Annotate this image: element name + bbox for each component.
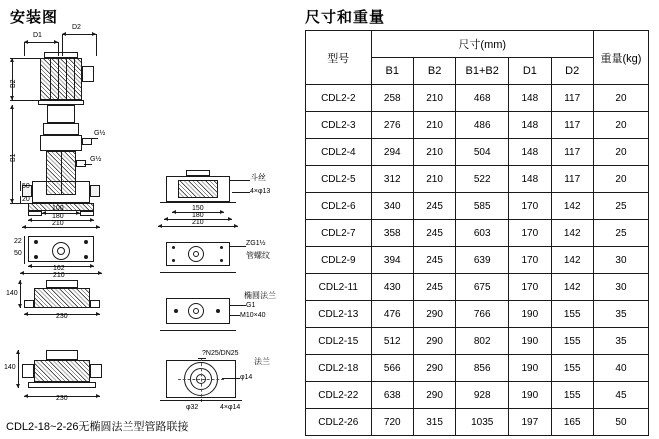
motor-terminal-box [82, 66, 94, 82]
table-header-row-1 [306, 31, 649, 58]
bolt-hole-4 [84, 255, 88, 259]
cell-sum: 856 [456, 355, 509, 382]
cell-d2: 142 [551, 220, 593, 247]
cell-b1: 430 [371, 274, 413, 301]
thread-view-base [160, 272, 236, 273]
cell-d2: 155 [551, 355, 593, 382]
left-panel-title: 安装图 [10, 9, 59, 26]
cell-d1: 190 [509, 328, 551, 355]
cell-b1: 638 [371, 382, 413, 409]
table-row [306, 355, 649, 382]
leader-g1 [230, 305, 246, 306]
oval-bolt-1 [174, 309, 178, 313]
cell-weight: 30 [593, 247, 648, 274]
cell-model: CDL2-22 [306, 382, 372, 409]
label-dim-140a: 140 [6, 290, 18, 297]
base-elev-block [34, 288, 90, 308]
thread-bolt-1 [172, 246, 175, 249]
cell-b1: 394 [371, 247, 413, 274]
cell-sum: 675 [456, 274, 509, 301]
label-dim-140b: 140 [4, 364, 16, 371]
label-phi32: φ32 [186, 404, 199, 411]
pump-base-chamber [32, 181, 90, 203]
table-row [306, 328, 649, 355]
cell-b2: 290 [413, 382, 455, 409]
cell-d2: 117 [551, 139, 593, 166]
thread-bolt-2 [220, 246, 223, 249]
cell-b2: 245 [413, 193, 455, 220]
header-b2: B2 [413, 58, 455, 85]
leader-zg1half [230, 246, 246, 247]
detail-view-thread [150, 232, 300, 288]
dim-210b-arrow [158, 226, 238, 227]
cell-d1: 190 [509, 301, 551, 328]
cell-weight: 20 [593, 139, 648, 166]
b2-tick-bottom [10, 100, 38, 101]
cell-d2: 142 [551, 193, 593, 220]
base-flange-right [90, 185, 100, 197]
cell-model: CDL2-9 [306, 247, 372, 274]
cell-d1: 190 [509, 382, 551, 409]
note-tuoyuan: 椭圆法兰 [244, 291, 276, 300]
detail-top-nozzle [186, 170, 210, 176]
cell-d1: 197 [509, 409, 551, 436]
label-dim-180b: 180 [192, 212, 204, 219]
cell-b1: 476 [371, 301, 413, 328]
cell-d2: 165 [551, 409, 593, 436]
flange-elevation-drawing [0, 336, 150, 416]
label-dim-50b: 50 [14, 250, 22, 257]
cell-d1: 148 [509, 139, 551, 166]
cell-model: CDL2-4 [306, 139, 372, 166]
oval-flange-bore-inner [193, 308, 199, 314]
cell-sum: 1035 [456, 409, 509, 436]
dim20-ext [20, 196, 21, 204]
motor-rib-4 [74, 58, 75, 100]
cell-model: CDL2-5 [306, 166, 372, 193]
cell-weight: 25 [593, 193, 648, 220]
leader-tiesi [230, 180, 250, 181]
base-elev-foot-r [90, 300, 100, 308]
base-plan-view [0, 232, 150, 332]
cell-weight: 30 [593, 274, 648, 301]
cell-sum: 766 [456, 301, 509, 328]
detail-view-flange [150, 348, 300, 428]
label-dim-230: 230 [56, 313, 68, 320]
cell-sum: 486 [456, 112, 509, 139]
cell-b1: 566 [371, 355, 413, 382]
label-dn25: ?N25/DN25 [202, 350, 239, 357]
label-d1: D1 [33, 32, 42, 39]
label-dim-100: 100 [52, 205, 64, 212]
cell-d1: 170 [509, 274, 551, 301]
dim-d2-arrow [62, 34, 96, 35]
leader-g-half-top [88, 138, 98, 139]
header-dimensions-group: 尺寸(mm) [371, 31, 593, 58]
flange-elev-top [46, 350, 78, 360]
motor-rib-1 [50, 58, 51, 100]
base-elev-foot-l [24, 300, 34, 308]
detail-top-inner [178, 180, 218, 198]
pump-elevation-drawing [0, 0, 150, 230]
coupling-housing [43, 123, 79, 135]
cell-sum: 802 [456, 328, 509, 355]
left-plan-ext [24, 236, 25, 264]
label-4xphi13: 4×φ13 [250, 188, 271, 195]
base-plan-bore-inner [57, 247, 65, 255]
label-dim-180a: 180 [52, 213, 64, 220]
thread-bolt-4 [220, 259, 223, 262]
flange-elev-base [28, 382, 96, 388]
label-g-half-bottom: G½ [90, 156, 102, 163]
table-row [306, 139, 649, 166]
dim-140a-arrow [20, 280, 21, 308]
cell-model: CDL2-18 [306, 355, 372, 382]
cell-model: CDL2-6 [306, 193, 372, 220]
label-b2: B2 [10, 79, 17, 88]
bolt-hole-1 [34, 240, 38, 244]
detail-view-top [150, 170, 300, 230]
cell-sum: 468 [456, 85, 509, 112]
leader-g-half-bottom [84, 164, 92, 165]
detail-view-oval-flange [150, 290, 300, 346]
table-row [306, 85, 649, 112]
leader-m10x40 [230, 315, 240, 316]
label-d2: D2 [72, 24, 81, 31]
cell-b1: 276 [371, 112, 413, 139]
ext-line-1 [24, 42, 25, 56]
bolt-hole-2 [84, 240, 88, 244]
flange-center-v [201, 358, 202, 402]
cell-d1: 148 [509, 166, 551, 193]
port-upper [82, 138, 92, 145]
cell-b2: 290 [413, 328, 455, 355]
cell-d2: 142 [551, 274, 593, 301]
dim-210a-arrow [22, 227, 100, 228]
motor-rib-3 [66, 58, 67, 100]
dim-d1-arrow [24, 42, 58, 43]
label-dim-150: 150 [192, 205, 204, 212]
cell-weight: 50 [593, 409, 648, 436]
cell-d2: 117 [551, 85, 593, 112]
installation-drawing-panel [0, 0, 300, 439]
label-dim-50: 50 [22, 183, 30, 190]
cell-sum: 585 [456, 193, 509, 220]
dimensions-table [305, 30, 649, 436]
cell-weight: 35 [593, 301, 648, 328]
leader-phi14 [222, 378, 240, 379]
dim50-ext [20, 181, 21, 191]
cell-b2: 210 [413, 85, 455, 112]
cell-d2: 155 [551, 382, 593, 409]
label-g-half-top: G½ [94, 130, 106, 137]
cell-model: CDL2-26 [306, 409, 372, 436]
cell-weight: 20 [593, 166, 648, 193]
label-phi14: φ14 [240, 374, 253, 381]
cell-b1: 294 [371, 139, 413, 166]
cell-d2: 117 [551, 166, 593, 193]
cell-d1: 170 [509, 193, 551, 220]
cell-b2: 210 [413, 139, 455, 166]
cell-b1: 358 [371, 220, 413, 247]
cell-d1: 148 [509, 112, 551, 139]
cell-model: CDL2-7 [306, 220, 372, 247]
foot-left [28, 211, 42, 216]
cell-b2: 245 [413, 247, 455, 274]
motor-rib-2 [58, 58, 59, 100]
cell-b2: 210 [413, 112, 455, 139]
label-dim-162: 162 [53, 265, 65, 272]
cell-weight: 40 [593, 355, 648, 382]
cell-model: CDL2-13 [306, 301, 372, 328]
oval-bolt-2 [216, 309, 220, 313]
cell-b1: 340 [371, 193, 413, 220]
cell-b2: 245 [413, 220, 455, 247]
cell-b1: 258 [371, 85, 413, 112]
label-4xphi14: 4×φ14 [220, 404, 241, 411]
cell-d1: 148 [509, 85, 551, 112]
flange-detail-base [160, 400, 242, 401]
cell-weight: 35 [593, 328, 648, 355]
table-row [306, 166, 649, 193]
dimensions-weight-panel [300, 0, 659, 439]
pump-head [40, 135, 82, 151]
base-elev-top [46, 280, 78, 288]
cell-b2: 290 [413, 301, 455, 328]
oval-flange-base [160, 330, 236, 331]
table-row [306, 301, 649, 328]
label-dim-230-bottom: 230 [56, 395, 68, 402]
label-m10x40: M10×40 [240, 312, 266, 319]
cell-d1: 170 [509, 220, 551, 247]
table-row [306, 274, 649, 301]
label-zg1-half: ZG1½ [246, 240, 266, 247]
bolt-hole-3 [34, 255, 38, 259]
cell-weight: 45 [593, 382, 648, 409]
table-row [306, 409, 649, 436]
cell-b1: 720 [371, 409, 413, 436]
label-b1: B1 [10, 153, 17, 162]
cell-model: CDL2-2 [306, 85, 372, 112]
left-panel-caption: CDL2-18~2-26无椭圆法兰型管路联接 [6, 421, 189, 433]
cell-b1: 512 [371, 328, 413, 355]
flange-elev-right [90, 364, 102, 378]
foot-right [80, 211, 94, 216]
cell-b1: 312 [371, 166, 413, 193]
motor-body [40, 58, 82, 100]
cell-b2: 315 [413, 409, 455, 436]
cell-b2: 245 [413, 274, 455, 301]
header-b1: B1 [371, 58, 413, 85]
cell-weight: 25 [593, 220, 648, 247]
table-row [306, 382, 649, 409]
header-d1: D1 [509, 58, 551, 85]
label-dim-210c: 210 [53, 272, 65, 279]
note-fanlan: 法兰 [254, 357, 270, 366]
table-row [306, 112, 649, 139]
leader-4xphi13 [232, 192, 250, 193]
cell-d1: 170 [509, 247, 551, 274]
cell-model: CDL2-11 [306, 274, 372, 301]
cell-sum: 504 [456, 139, 509, 166]
cell-weight: 20 [593, 112, 648, 139]
cell-model: CDL2-15 [306, 328, 372, 355]
thread-bolt-3 [172, 259, 175, 262]
right-panel-title: 尺寸和重量 [305, 9, 386, 26]
cell-sum: 928 [456, 382, 509, 409]
ext-line-4 [96, 34, 97, 56]
dim-140b-arrow [18, 350, 19, 388]
table-row [306, 220, 649, 247]
cell-b2: 210 [413, 166, 455, 193]
cell-d2: 155 [551, 328, 593, 355]
lantern-bracket [47, 105, 75, 123]
label-dim-20: 20 [22, 196, 30, 203]
cell-d2: 142 [551, 247, 593, 274]
leader-dn25 [198, 358, 206, 359]
detail-top-base [160, 202, 236, 203]
header-weight: 重量(kg) [593, 31, 648, 85]
cell-d2: 155 [551, 301, 593, 328]
label-dim-210a: 210 [52, 220, 64, 227]
cell-sum: 522 [456, 166, 509, 193]
cell-weight: 20 [593, 85, 648, 112]
table-row [306, 247, 649, 274]
flange-elev-left [22, 364, 34, 378]
cell-sum: 639 [456, 247, 509, 274]
cell-model: CDL2-3 [306, 112, 372, 139]
b2-tick-top [10, 58, 40, 59]
header-b1-plus-b2: B1+B2 [456, 58, 509, 85]
note-tiesi: 斗丝 [250, 173, 266, 182]
note-guanluowen: 管螺纹 [246, 251, 270, 260]
label-dim-22: 22 [14, 238, 22, 245]
cell-d2: 117 [551, 112, 593, 139]
label-dim-210b: 210 [192, 219, 204, 226]
table-row [306, 193, 649, 220]
cell-d1: 190 [509, 355, 551, 382]
cell-sum: 603 [456, 220, 509, 247]
flange-elev-body [34, 360, 90, 382]
header-d2: D2 [551, 58, 593, 85]
thread-view-bore-inner [193, 251, 199, 257]
label-g1: G1 [246, 302, 256, 309]
cell-b2: 290 [413, 355, 455, 382]
header-model: 型号 [306, 31, 372, 85]
